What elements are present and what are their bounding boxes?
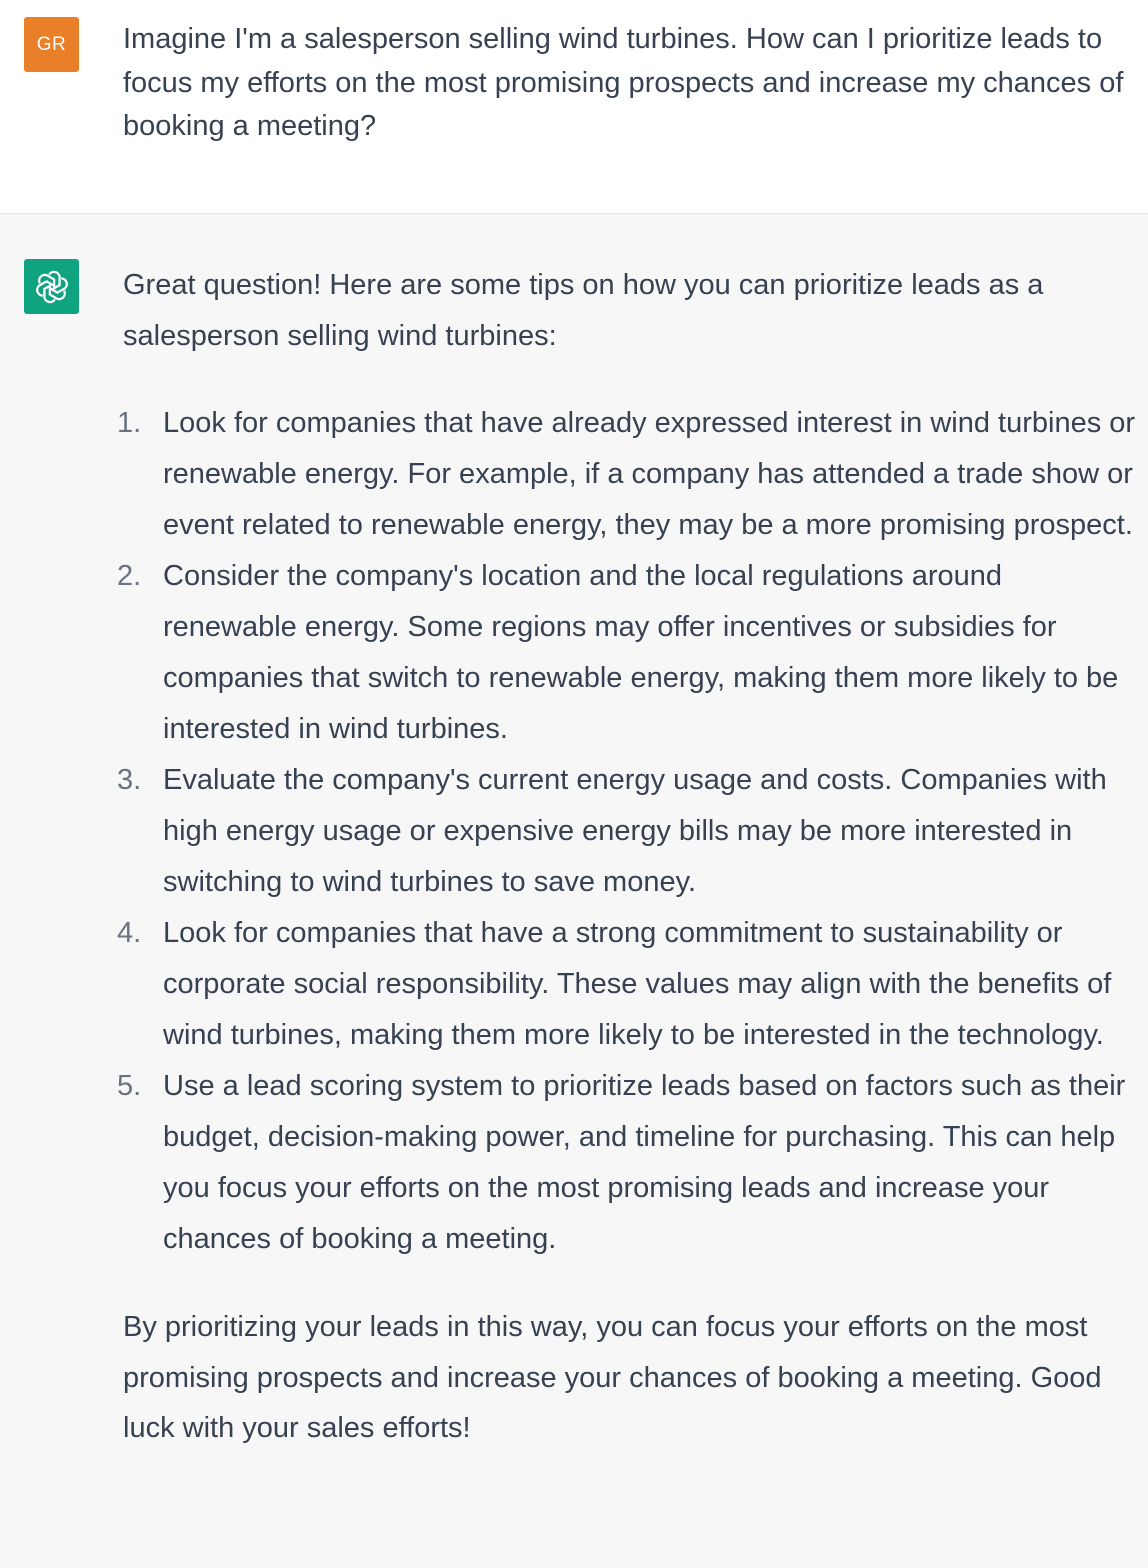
list-item-text: Use a lead scoring system to prioritize leads based on factors such as their budget, decision-making power, and timeline for purchasing. This can help you focus your efforts on the most promising leads and increase your chances of booking a meeting. [163, 1070, 1126, 1255]
list-number: 2. [117, 560, 142, 592]
assistant-avatar [24, 259, 79, 314]
list-item [117, 1061, 1139, 1265]
user-message-text: Imagine I'm a salesperson selling wind turbines. How can I prioritize leads to focus my efforts on the most promising prospects and increase my chances of booking a meeting? [123, 23, 1124, 142]
assistant-closing: By prioritizing your leads in this way, you can focus your efforts on the most promising prospects and increase your chances of booking a meeting. Good luck with your sales efforts! [123, 1311, 1102, 1444]
list-item-text: Evaluate the company's current energy usage and costs. Companies with high energy usage or expensive energy bills may be more interested in switching to wind turbines to save money. [163, 764, 1107, 898]
list-item [117, 398, 1139, 551]
tips-list [117, 398, 1139, 1265]
assistant-intro: Great question! Here are some tips on how you can prioritize leads as a salesperson selling wind turbines: [123, 269, 1044, 352]
list-number: 5. [117, 1070, 142, 1102]
assistant-message-body [117, 260, 1139, 1454]
list-number: 3. [117, 764, 142, 796]
list-number: 1. [117, 407, 142, 439]
user-avatar: GR [24, 17, 79, 72]
user-message [0, 0, 1148, 214]
list-item-text: Look for companies that have already expressed interest in wind turbines or renewable energy. For example, if a company has attended a trade show or event related to renewable energy, they may be a more promising prospect. [163, 407, 1136, 541]
assistant-message [0, 214, 1148, 1568]
list-item-text: Consider the company's location and the local regulations around renewable energy. Some regions may offer incentives or subsidies for companies that switch to renewable energy, making them more likely to be interested in wind turbines. [163, 560, 1119, 745]
openai-logo-icon [33, 268, 71, 306]
list-item [117, 551, 1139, 755]
list-item [117, 755, 1139, 908]
list-number: 4. [117, 917, 142, 949]
list-item-text: Look for companies that have a strong commitment to sustainability or corporate social responsibility. These values may align with the benefits of wind turbines, making them more likely to be interested in the technology. [163, 917, 1112, 1051]
list-item [117, 908, 1139, 1061]
